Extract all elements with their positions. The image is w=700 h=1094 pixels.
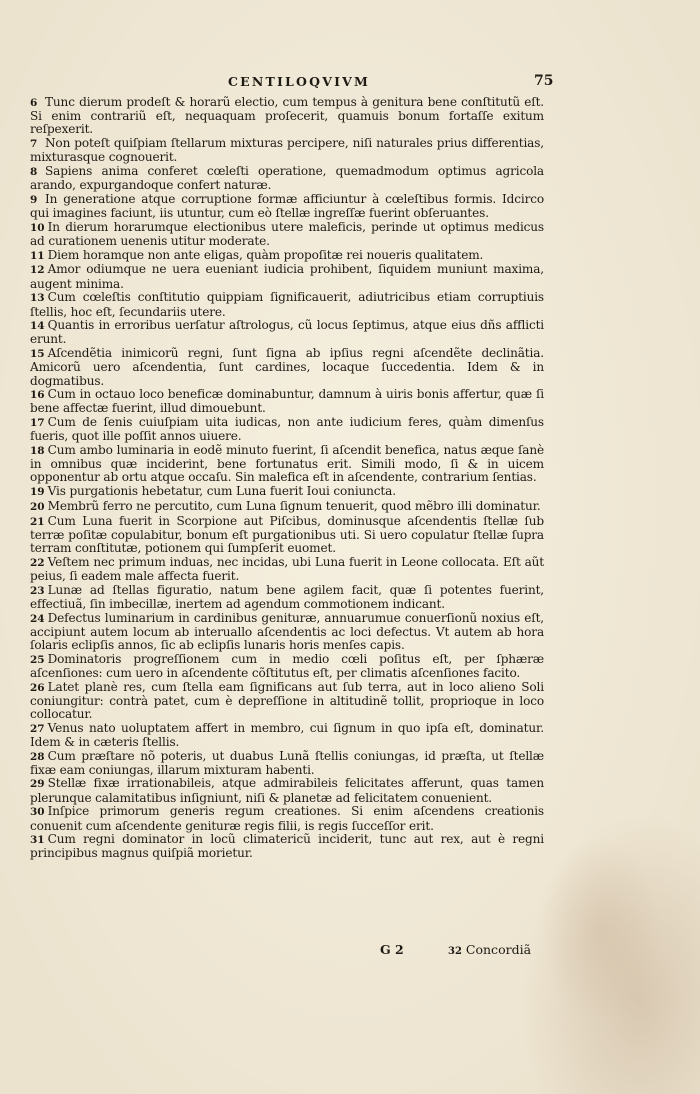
aphorism-entry xyxy=(30,291,544,318)
aphorism-number: 19 xyxy=(30,486,45,499)
catchword xyxy=(448,942,531,957)
aphorism-text: In dierum horarumque electionibus utere maleficis, perinde ut optimus medicus ad curationem uenenis utitur moderate. xyxy=(30,219,544,249)
aphorism-entry xyxy=(30,96,544,137)
aphorism-text: Dominatoris progreſſionem cum in medio cœli poſitus eſt, per ſphæræ aſcenſiones: cum uero in aſcendente cõſtitutus eſt, per climatis aſcenſiones facito. xyxy=(30,651,544,680)
catchword-number: 32 xyxy=(448,946,462,957)
aphorism-entry xyxy=(30,612,544,653)
aphorism-number: 31 xyxy=(30,834,45,847)
aphorism-number: 22 xyxy=(30,556,45,569)
aphorism-text: Lunæ ad ſtellas figuratio, natum bene agilem facit, quæ ſi potentes fuerint, effectiuã, ſin imbecillæ, inertem ad agendum commotionem indicant. xyxy=(30,582,544,611)
aphorism-number: 13 xyxy=(30,292,45,305)
aphorism-entry xyxy=(30,777,544,804)
aphorism-number: 17 xyxy=(30,417,45,430)
page-footer xyxy=(30,942,544,958)
aphorism-number: 16 xyxy=(30,389,45,402)
aphorism-entry xyxy=(30,556,544,583)
aphorism-text: Diem horamque non ante eligas, quàm propoſitæ rei noueris qualitatem. xyxy=(47,247,484,262)
aphorism-entry xyxy=(30,681,544,722)
aphorism-number: 14 xyxy=(30,320,45,333)
aphorism-number: 23 xyxy=(30,584,45,597)
aphorism-text: Venus nato uoluptatem affert in membro, cui ſignum in quo ipſa eſt, dominatur. Idem & in cæteris ſtellis. xyxy=(30,720,544,749)
aphorism-number: 6 xyxy=(30,97,38,109)
aphorism-text: Amor odiumque ne uera eueniant iudicia prohibent, ſiquidem muniunt maxima, augent minima. xyxy=(30,262,544,291)
aphorism-entry xyxy=(30,388,544,415)
aphorism-entry xyxy=(30,833,544,860)
aphorism-entry xyxy=(30,805,544,832)
aphorism-text: Quantis in erroribus uerſatur aſtrologus, cũ locus ſeptimus, atque eius dñs afflicti erunt. xyxy=(30,318,544,347)
aphorism-number: 8 xyxy=(30,166,38,179)
aphorism-number: 29 xyxy=(30,778,45,791)
aphorism-entry xyxy=(30,485,544,499)
aphorism-text: Cum regni dominator in locũ climatericũ inciderit, tunc aut rex, aut è regni principibus magnus quiſpiã morietur. xyxy=(30,832,544,861)
catchword-text: Concordiã xyxy=(465,942,532,957)
aphorism-entry xyxy=(30,500,544,514)
aphorism-number: 15 xyxy=(30,348,45,361)
aphorism-entry xyxy=(30,347,544,388)
aphorism-text: Non poteſt quiſpiam ſtellarum mixturas percipere, niſi naturales prius differentias, mixturasque cognouerit. xyxy=(30,136,544,165)
aphorism-entry xyxy=(30,584,544,611)
aphorism-text: Aſcendẽtia inimicorũ regni, ſunt ſigna ab ipſius regni aſcendẽte declinãtia. Amicorũ uero aſcendentia, ſunt cardines, locaque ſuccedentia. Idem & in dogmatibus. xyxy=(30,346,544,388)
aphorism-number: 27 xyxy=(30,722,45,735)
aphorism-entry xyxy=(30,263,544,290)
aphorism-text: Inſpice primorum generis regum creationes. Si enim aſcendens creationis conuenit cum aſcendente genituræ regis filii, is regis ſucceſſor erit. xyxy=(30,804,544,833)
page-header xyxy=(0,74,700,94)
aphorism-number: 7 xyxy=(30,138,38,151)
aphorism-entry xyxy=(30,249,544,263)
aphorism-number: 26 xyxy=(30,681,45,694)
aphorism-text: Sapiens anima conferet cœleſti operatione, quemadmodum optimus agricola arando, expurgandoque confert naturæ. xyxy=(30,164,544,193)
folio-number: 75 xyxy=(534,73,554,89)
aphorism-number: 11 xyxy=(30,249,45,262)
aphorism-entry xyxy=(30,221,544,248)
aphorism-entry xyxy=(30,515,544,556)
aphorism-entry xyxy=(30,193,544,220)
aphorism-number: 30 xyxy=(30,806,45,819)
aphorism-entry xyxy=(30,750,544,777)
aphorism-text: In generatione atque corruptione formæ afficiuntur à cœleſtibus formis. Idcirco qui imagines faciunt, iis utuntur, cum eò ſtellæ ingreſſæ fuerint obſeruantes. xyxy=(30,191,544,221)
aphorism-number: 12 xyxy=(30,264,45,277)
aphorism-text: Stellæ fixæ irrationabileis, atque admirabileis felicitates afferunt, quas tamen plerunque calamitatibus inſigniunt, niſi & planetæ ad felicitatem conuenient. xyxy=(30,776,544,805)
aphorism-number: 24 xyxy=(30,612,45,625)
aphorism-text: Cum Luna fuerit in Scorpione aut Piſcibus, dominusque aſcendentis ſtellæ ſub terræ poſitæ copulabitur, bonum eſt purgationibus uti. Si uero copulatur ſtellæ ſupra terram conſtitutæ, potionem qui ſumpſerit euomet. xyxy=(30,513,544,555)
aphorism-text: Veſtem nec primum induas, nec incidas, ubi Luna fuerit in Leone collocata. Eſt aũt peius, ſi eadem male affecta fuerit. xyxy=(30,554,544,583)
aphorism-entry xyxy=(30,416,544,443)
aphorism-entry xyxy=(30,722,544,749)
aphorism-entry xyxy=(30,137,544,164)
signature-mark: G 2 xyxy=(380,942,404,957)
aphorism-text: Latet planè res, cum ſtella eam ſignificans aut ſub terra, aut in loco alieno Soli coniungitur: contrà patet, cum è depreſſione in altitudinẽ tollit, proprioque in loco collocatur. xyxy=(30,679,544,721)
aphorism-text: Vis purgationis hebetatur, cum Luna fuerit Ioui coniuncta. xyxy=(47,484,396,499)
aphorism-entry xyxy=(30,165,544,192)
aphorism-entry xyxy=(30,319,544,346)
running-title: CENTILOQVIVM xyxy=(228,74,371,89)
aphorism-number: 20 xyxy=(30,500,45,513)
aphorism-number: 21 xyxy=(30,515,45,528)
aphorism-number: 25 xyxy=(30,653,45,666)
aphorism-text: Cum de ſenis cuiuſpiam uita iudicas, non ante iudicium feres, quàm dimenſus fueris, quot ille poſſit annos uiuere. xyxy=(30,415,544,444)
aphorism-text: Defectus luminarium in cardinibus genituræ, annuarumue conuerſionũ noxius eſt, accipiunt autem locum ab interuallo aſcendentis ac loci defectus. Vt autem ab hora ſolaris eclipſis annos, ſic ab eclipſis lunaris horis menſes capis. xyxy=(30,610,544,652)
aphorism-number: 9 xyxy=(30,193,38,206)
aphorism-entry xyxy=(30,444,544,485)
aphorism-text: Cum præſtare nõ poteris, ut duabus Lunã ſtellis coniungas, id præſta, ut ſtellæ fixæ eam coniungas, illarum mixturam habenti. xyxy=(30,748,544,777)
aphorism-number: 10 xyxy=(30,221,45,234)
aphorism-entry xyxy=(30,653,544,680)
aphorism-text: Cum ambo luminaria in eodẽ minuto fuerint, ſi aſcendit benefica, natus æque ſanè in omnibus quæ inciderint, bene fortunatus erit. Simili modo, ſi & in uicem opponentur ab ortu atque occaſu. Sin malefica eſt in aſcendente, contrarium ſentias. xyxy=(30,443,544,485)
aphorism-text: Cum in octauo loco beneficæ dominabuntur, damnum à uiris bonis affertur, quæ ſi bene affectæ fuerint, illud dimouebunt. xyxy=(30,387,544,416)
aphorism-number: 18 xyxy=(30,445,45,458)
aphorism-text: Membrũ ferro ne percutito, cum Luna ſignum tenuerit, quod mẽbro illi dominatur. xyxy=(47,498,541,513)
aphorism-list xyxy=(30,96,544,861)
aphorism-number: 28 xyxy=(30,750,45,763)
aphorism-text: Cum cœleſtis conſtitutio quippiam ſignificauerit, adiutricibus etiam corruptiuis ſtellis, hoc eſt, ſecundariis utere. xyxy=(30,290,544,319)
aphorism-text: Tunc dierum prodeſt & horarũ electio, cum tempus à genitura bene conſtitutũ eſt. Si enim contrariũ eſt, nequaquam proſecerit, quamuis bonum fortaſſe exitum reſpexerit. xyxy=(30,95,544,137)
